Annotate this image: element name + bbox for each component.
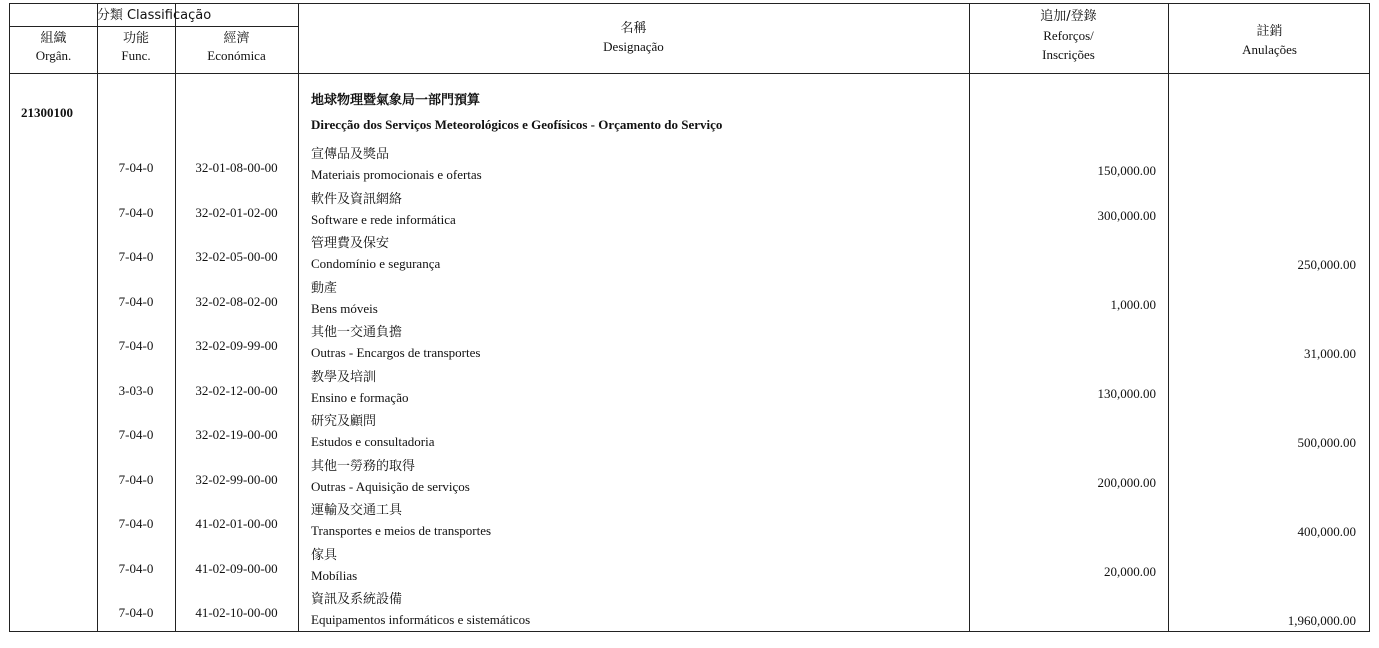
row-reforcos-amount: 150,000.00 (1097, 163, 1156, 178)
row-designation-zh: 運輸及交通工具 (311, 503, 403, 518)
row-designation-pt: Ensino e formação (311, 389, 409, 405)
row-func-code: 7-04-0 (118, 338, 154, 353)
row-anulacoes-amount: 500,000.00 (1297, 435, 1356, 450)
row-designation-zh: 軟件及資訊網絡 (311, 191, 403, 207)
row-func-code: 3-03-0 (118, 382, 154, 398)
row-designation-pt: Equipamentos informáticos e sistemáticos (311, 612, 531, 627)
anulacoes-header-zh: 註銷 (1256, 24, 1283, 39)
row-func-code: 7-04-0 (118, 249, 154, 264)
organ-header-zh: 組織 (40, 31, 67, 46)
row-designation-zh: 動產 (311, 280, 338, 296)
func-header-zh: 功能 (122, 31, 149, 46)
row-designation-pt: Transportes e meios de transportes (311, 523, 492, 538)
row-func-code: 7-04-0 (118, 293, 154, 309)
econ-header-pt: Económica (207, 48, 266, 63)
row-econ-code: 32-02-01-02-00 (195, 204, 278, 220)
row-anulacoes-amount: 31,000.00 (1304, 346, 1356, 361)
row-designation-pt: Outras - Encargos de transportes (311, 345, 481, 360)
row-econ-code: 41-02-09-00-00 (195, 560, 278, 576)
row-anulacoes-amount: 250,000.00 (1297, 257, 1356, 272)
row-econ-code: 41-02-10-00-00 (195, 605, 278, 620)
row-reforcos-amount: 300,000.00 (1097, 207, 1156, 223)
row-anulacoes-amount: 1,960,000.00 (1287, 613, 1356, 628)
row-designation-pt: Estudos e consultadoria (311, 434, 435, 449)
row-func-code: 7-04-0 (118, 560, 154, 576)
row-designation-zh: 其他一勞務的取得 (311, 458, 416, 474)
designacao-header-zh: 名稱 (620, 21, 647, 36)
row-anulacoes-amount: 400,000.00 (1297, 524, 1356, 539)
row-designation-zh: 傢具 (311, 547, 338, 563)
row-reforcos-amount: 20,000.00 (1104, 563, 1156, 579)
reforcos-header-zh: 追加/登錄 (1040, 9, 1097, 24)
row-designation-pt: Bens móveis (311, 300, 378, 316)
row-func-code: 7-04-0 (118, 160, 154, 175)
row-func-code: 7-04-0 (118, 471, 154, 487)
budget-table (9, 3, 1370, 632)
row-econ-code: 32-02-99-00-00 (195, 471, 278, 487)
row-designation-pt: Materiais promocionais e ofertas (311, 167, 482, 182)
organ-title-pt: Direcção dos Serviços Meteorológicos e Geofísicos - Orçamento do Serviço (311, 117, 723, 132)
col-divider-designacao (969, 4, 970, 631)
anulacoes-header-pt: Anulações (1242, 42, 1297, 57)
row-econ-code: 41-02-01-00-00 (195, 516, 278, 531)
organ-code: 21300100 (21, 105, 73, 120)
row-econ-code: 32-02-08-02-00 (195, 293, 278, 309)
row-reforcos-amount: 200,000.00 (1097, 474, 1156, 490)
reforcos-header-pt2: Inscrições (1042, 47, 1095, 62)
row-econ-code: 32-02-12-00-00 (195, 382, 278, 398)
row-func-code: 7-04-0 (118, 516, 154, 531)
row-designation-zh: 管理費及保安 (311, 236, 390, 251)
row-designation-zh: 其他一交通負擔 (311, 325, 403, 340)
row-designation-pt: Software e rede informática (311, 211, 456, 227)
row-designation-pt: Condomínio e segurança (311, 256, 441, 271)
col-divider-organ (97, 4, 98, 631)
row-designation-zh: 資訊及系統設備 (311, 592, 403, 607)
row-econ-code: 32-02-05-00-00 (195, 249, 278, 264)
row-econ-code: 32-01-08-00-00 (195, 160, 278, 175)
row-designation-zh: 宣傳品及獎品 (311, 147, 390, 162)
row-func-code: 7-04-0 (118, 204, 154, 220)
row-designation-zh: 教學及培訓 (311, 369, 377, 385)
organ-header-pt: Orgân. (35, 48, 72, 63)
row-econ-code: 32-02-09-99-00 (195, 338, 278, 353)
row-func-code: 7-04-0 (118, 605, 154, 620)
row-designation-zh: 研究及顧問 (311, 414, 377, 429)
row-designation-pt: Mobílias (311, 567, 358, 583)
classification-header: 分類 Classificação (96, 8, 212, 23)
organ-title-zh: 地球物理暨氣象局一部門預算 (311, 93, 481, 108)
row-reforcos-amount: 1,000.00 (1110, 296, 1156, 312)
func-header-pt: Func. (121, 48, 151, 63)
designacao-header-pt: Designação (603, 39, 664, 54)
econ-header-zh: 經濟 (223, 31, 250, 46)
header-bottom-line (10, 73, 1369, 74)
row-func-code: 7-04-0 (118, 427, 154, 442)
col-divider-func (175, 4, 176, 631)
row-reforcos-amount: 130,000.00 (1097, 385, 1156, 401)
reforcos-header-pt1: Reforços/ (1043, 28, 1094, 43)
row-designation-pt: Outras - Aquisição de serviços (311, 478, 470, 494)
col-divider-econ (298, 4, 299, 631)
classification-divider (10, 26, 298, 27)
row-econ-code: 32-02-19-00-00 (195, 427, 278, 442)
